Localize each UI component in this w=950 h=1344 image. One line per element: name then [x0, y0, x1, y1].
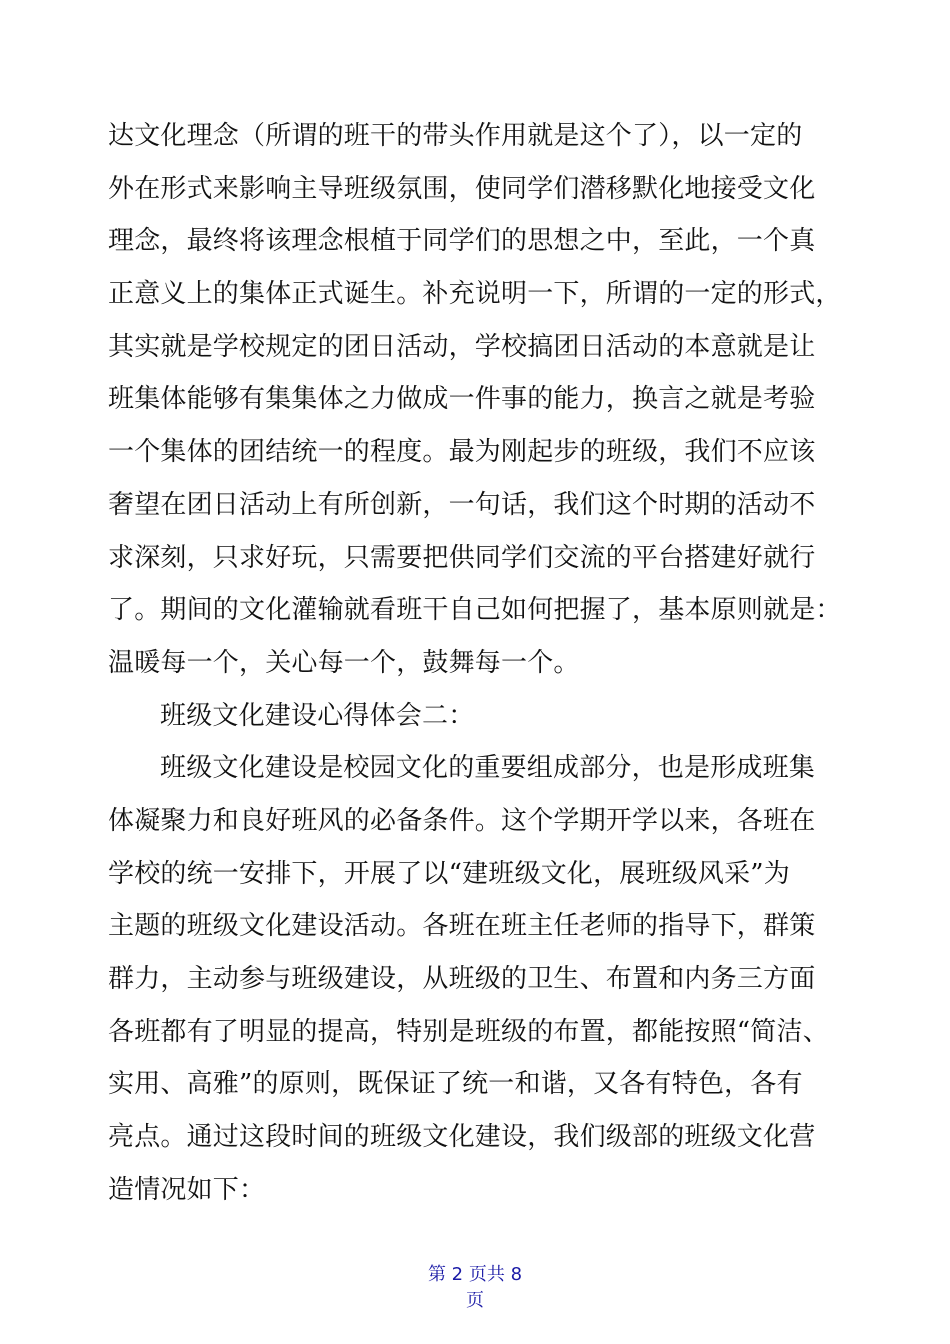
- paragraph-2-line-4: 主题的班级文化建设活动。各班在班主任老师的指导下，群策: [108, 911, 816, 942]
- page-number-line-2: 页: [466, 1290, 484, 1311]
- paragraph-1-line-5: 其实就是学校规定的团日活动，学校搞团日活动的本意就是让: [108, 331, 816, 362]
- paragraph-1-line-8: 奢望在团日活动上有所创新，一句话，我们这个时期的活动不: [108, 489, 816, 520]
- paragraph-2-line-3: 学校的统一安排下，开展了以“建班级文化，展班级风采”为: [108, 858, 790, 889]
- section-heading: 班级文化建设心得体会二：: [160, 700, 475, 731]
- page-number-line-1: 第 2 页共 8: [427, 1264, 523, 1285]
- paragraph-1-line-9: 求深刻，只求好玩，只需要把供同学们交流的平台搭建好就行: [108, 542, 816, 573]
- page-number-footer: [0, 1262, 950, 1314]
- paragraph-2-line-2: 体凝聚力和良好班风的必备条件。这个学期开学以来，各班在: [108, 805, 816, 836]
- paragraph-2-line-8: 亮点。通过这段时间的班级文化建设，我们级部的班级文化营: [108, 1122, 816, 1153]
- paragraph-2-line-6: 各班都有了明显的提高，特别是班级的布置，都能按照“简洁、: [108, 1016, 829, 1047]
- paragraph-2-line-5: 群力，主动参与班级建设，从班级的卫生、布置和内务三方面: [108, 964, 816, 994]
- paragraph-2-line-7: 实用、高雅”的原则，既保证了统一和谐，又各有特色，各有: [108, 1069, 803, 1100]
- paragraph-1-line-2: 外在形式来影响主导班级氛围，使同学们潜移默化地接受文化: [108, 173, 816, 204]
- paragraph-1-line-11: 温暖每一个，关心每一个，鼓舞每一个。: [108, 647, 580, 678]
- paragraph-1-line-3: 理念，最终将该理念根植于同学们的思想之中，至此，一个真: [108, 226, 816, 257]
- paragraph-1-line-1: 达文化理念（所谓的班干的带头作用就是这个了），以一定的: [108, 121, 803, 151]
- paragraph-2-line-1: 班级文化建设是校园文化的重要组成部分，也是形成班集: [160, 753, 816, 784]
- document-body: [108, 110, 848, 1216]
- paragraph-1-line-10: 了。期间的文化灌输就看班干自己如何把握了，基本原则就是：: [108, 595, 842, 626]
- paragraph-1-line-4: 正意义上的集体正式诞生。补充说明一下，所谓的一定的形式，: [108, 279, 842, 310]
- paragraph-2-line-9: 造情况如下：: [108, 1174, 266, 1205]
- paragraph-1-line-7: 一个集体的团结统一的程度。最为刚起步的班级，我们不应该: [108, 437, 816, 468]
- paragraph-1-line-6: 班集体能够有集集体之力做成一件事的能力，换言之就是考验: [108, 384, 816, 415]
